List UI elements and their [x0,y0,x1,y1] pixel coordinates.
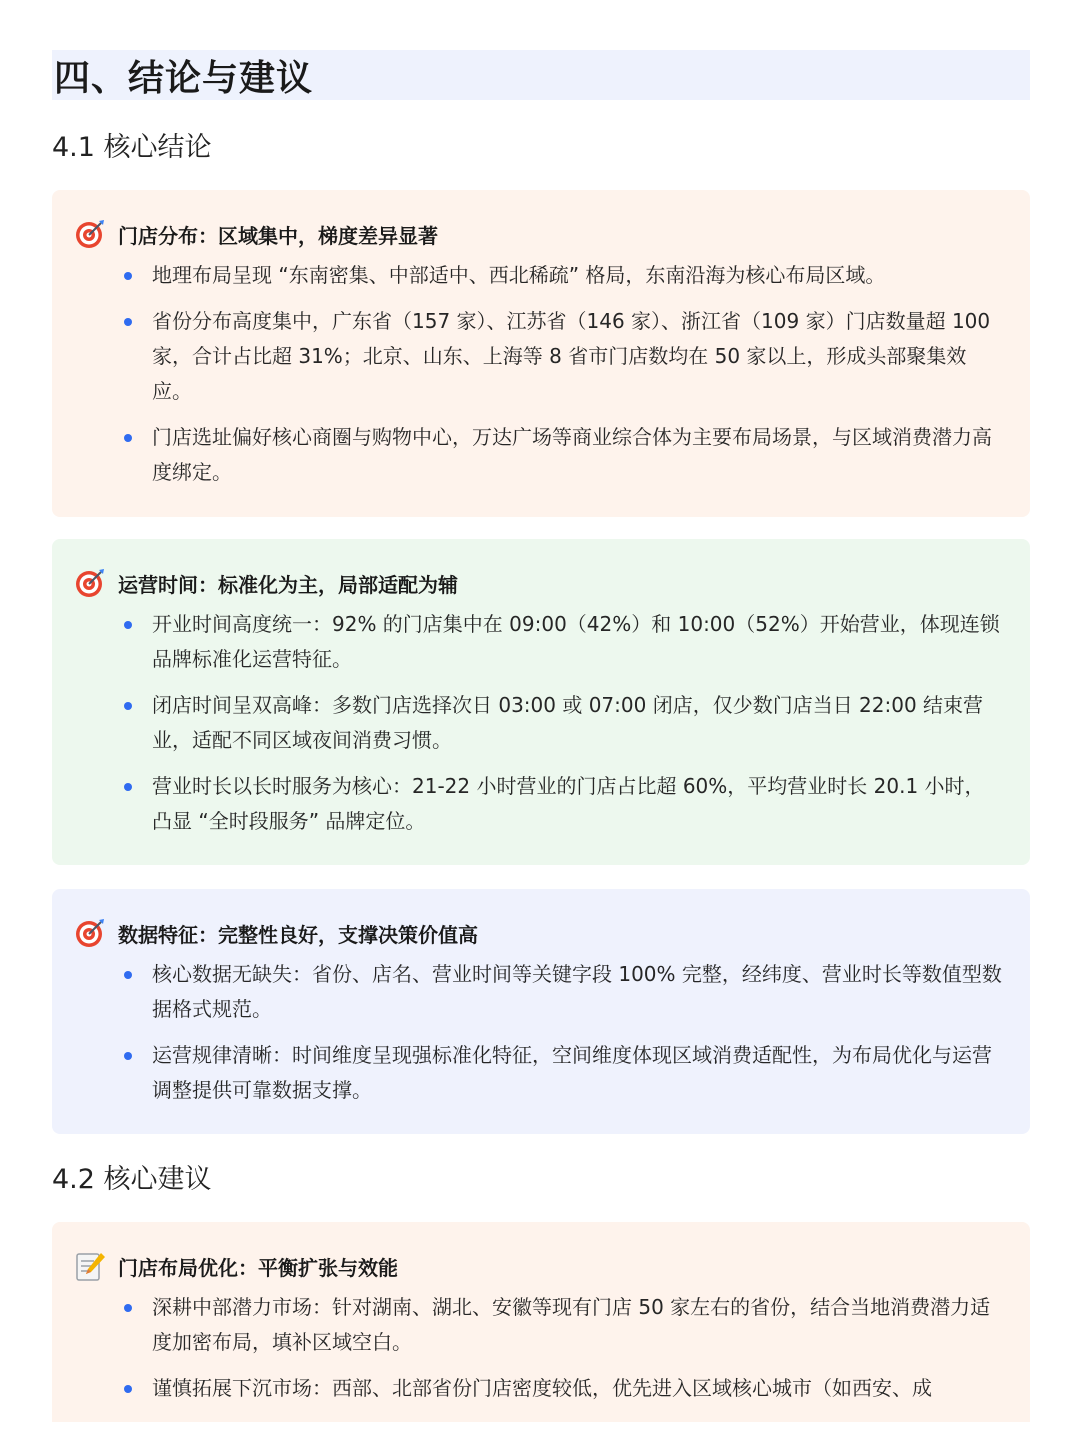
target-icon [74,218,106,250]
card-title [74,565,1002,601]
bullet-dot [124,971,132,979]
conclusion-card-distribution [52,190,1030,517]
bullet-list [74,258,1002,490]
bullet-dot [124,1385,132,1393]
bullet-dot [124,272,132,280]
suggestions-heading: 4.2 核心建议 [52,1164,212,1195]
bullet-dot [124,702,132,710]
document-page [52,50,1030,1422]
conclusion-card-data [52,889,1030,1134]
section-title: 四、结论与建议 [52,50,1030,100]
bullet-list [74,607,1002,839]
card-title-text: 数据特征：完整性良好，支撑决策价值高 [118,922,478,947]
list-item: 闭店时间呈双高峰：多数门店选择次日 03:00 或 07:00 闭店，仅少数门店当日 22:00 结束营业，适配不同区域夜间消费习惯。 [74,688,1002,758]
bullet-dot [124,1304,132,1312]
conclusion-card-hours [52,539,1030,865]
card-title-text: 运营时间：标准化为主，局部适配为辅 [118,572,458,597]
list-item: 核心数据无缺失：省份、店名、营业时间等关键字段 100% 完整，经纬度、营业时长等数值型数据格式规范。 [74,957,1002,1027]
list-item: 门店选址偏好核心商圈与购物中心，万达广场等商业综合体为主要布局场景，与区域消费潜力高度绑定。 [74,420,1002,490]
bullet-dot [124,434,132,442]
card-title [74,915,1002,951]
target-icon [74,567,106,599]
list-item: 地理布局呈现 “东南密集、中部适中、西北稀疏” 格局，东南沿海为核心布局区域。 [74,258,1002,293]
bullet-dot [124,783,132,791]
list-item: 运营规律清晰：时间维度呈现强标准化特征，空间维度体现区域消费适配性，为布局优化与运营调整提供可靠数据支撑。 [74,1038,1002,1108]
bullet-dot [124,318,132,326]
target-icon [74,917,106,949]
bullet-dot [124,621,132,629]
list-item: 营业时长以长时服务为核心：21-22 小时营业的门店占比超 60%，平均营业时长 20.1 小时，凸显 “全时段服务” 品牌定位。 [74,769,1002,839]
bullet-list [74,957,1002,1108]
list-item: 深耕中部潜力市场：针对湖南、湖北、安徽等现有门店 50 家左右的省份，结合当地消费潜力适度加密布局，填补区域空白。 [74,1290,1002,1360]
card-title-text: 门店布局优化：平衡扩张与效能 [118,1255,398,1280]
card-title [74,1248,1002,1284]
conclusions-heading: 4.1 核心结论 [52,132,212,163]
card-title [74,216,1002,252]
list-item: 省份分布高度集中，广东省（157 家）、江苏省（146 家）、浙江省（109 家）门店数量超 100 家，合计占比超 31%；北京、山东、上海等 8 省市门店数均在 50 家以上，形成头部聚集效应。 [74,304,1002,409]
bullet-list [74,1290,1002,1406]
card-title-text: 门店分布：区域集中，梯度差异显著 [118,223,438,248]
memo-icon [74,1250,106,1282]
bullet-dot [124,1052,132,1060]
list-item: 谨慎拓展下沉市场：西部、北部省份门店密度较低，优先进入区域核心城市（如西安、成 [74,1371,1002,1406]
suggestion-card-layout [52,1222,1030,1422]
list-item: 开业时间高度统一：92% 的门店集中在 09:00（42%）和 10:00（52%）开始营业，体现连锁品牌标准化运营特征。 [74,607,1002,677]
